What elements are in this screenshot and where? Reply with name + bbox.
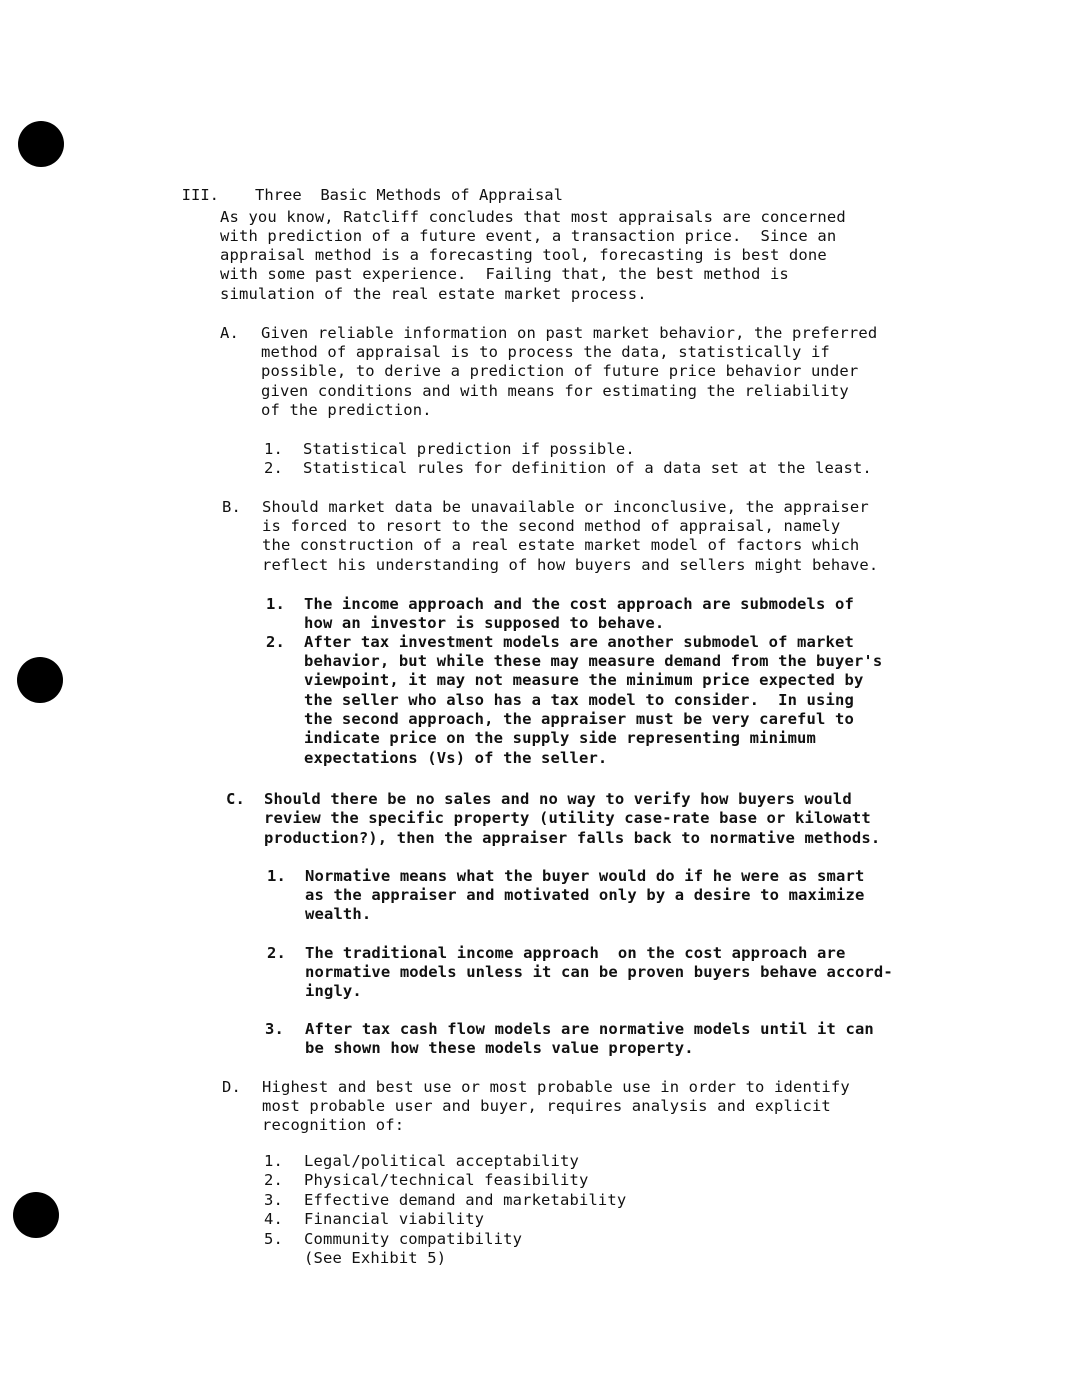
section-b-line-1: Should market data be unavailable or inconclusive, the appraiser <box>262 498 869 516</box>
section-a-letter: A. <box>220 324 239 342</box>
section-c-item-1-num: 1. <box>267 867 286 885</box>
section-c-line-2: review the specific property (utility case-rate base or kilowatt <box>264 809 871 827</box>
section-d-item-4-num: 4. <box>264 1210 283 1228</box>
section-b-item-1-num: 1. <box>266 595 285 613</box>
section-b-item-2-line-4: the seller who also has a tax model to consider. In using <box>304 691 854 709</box>
section-c-line-3: production?), then the appraiser falls back to normative methods. <box>264 829 881 847</box>
section-a-item-1-num: 1. <box>264 440 283 458</box>
section-d-item-2-text: Physical/technical feasibility <box>304 1171 589 1189</box>
punch-hole-middle <box>17 657 63 703</box>
section-c-line-1: Should there be no sales and no way to verify how buyers would <box>264 790 852 808</box>
section-c-item-2-num: 2. <box>267 944 286 962</box>
section-b-item-2-line-3: viewpoint, it may not measure the minimum price expected by <box>304 671 864 689</box>
heading-number: III. <box>181 186 219 204</box>
section-d-item-3-num: 3. <box>264 1191 283 1209</box>
section-d-line-2: most probable user and buyer, requires analysis and explicit <box>262 1097 831 1115</box>
intro-line-4: with some past experience. Failing that, the best method is <box>220 265 789 283</box>
punch-hole-bottom <box>13 1192 59 1238</box>
heading-title: Three Basic Methods of Appraisal <box>255 186 563 204</box>
section-d-item-5-text: Community compatibility <box>304 1230 523 1248</box>
section-heading <box>163 168 563 204</box>
section-a-line-4: given conditions and with means for estimating the reliability <box>261 382 849 400</box>
section-c-item-1-line-1: Normative means what the buyer would do if he were as smart <box>305 867 865 885</box>
section-d-item-2-num: 2. <box>264 1171 283 1189</box>
intro-line-2: with prediction of a future event, a transaction price. Since an <box>220 227 837 245</box>
section-d-item-1-num: 1. <box>264 1152 283 1170</box>
section-c-item-3-line-1: After tax cash flow models are normative models until it can <box>305 1020 874 1038</box>
section-c-item-1-line-2: as the appraiser and motivated only by a desire to maximize <box>305 886 865 904</box>
section-b-line-2: is forced to resort to the second method of appraisal, namely <box>262 517 841 535</box>
intro-line-3: appraisal method is a forecasting tool, forecasting is best done <box>220 246 827 264</box>
section-b-item-2-line-2: behavior, but while these may measure demand from the buyer's <box>304 652 883 670</box>
section-a-item-2-text: Statistical rules for definition of a data set at the least. <box>303 459 872 477</box>
intro-line-1: As you know, Ratcliff concludes that most appraisals are concerned <box>220 208 846 226</box>
section-c-item-1-line-3: wealth. <box>305 905 372 923</box>
section-c-item-3-line-2: be shown how these models value property. <box>305 1039 694 1057</box>
section-c-item-2-line-3: ingly. <box>305 982 362 1000</box>
section-d-item-4-text: Financial viability <box>304 1210 485 1228</box>
section-a-line-5: of the prediction. <box>261 401 432 419</box>
section-b-item-2-line-5: the second approach, the appraiser must be very careful to <box>304 710 854 728</box>
section-a-line-1: Given reliable information on past market behavior, the preferred <box>261 324 878 342</box>
section-a-line-2: method of appraisal is to process the data, statistically if <box>261 343 830 361</box>
section-c-item-3-num: 3. <box>265 1020 284 1038</box>
section-c-item-2-line-1: The traditional income approach on the cost approach are <box>305 944 846 962</box>
section-c-letter: C. <box>226 790 245 808</box>
section-b-item-1-line-2: how an investor is supposed to behave. <box>304 614 665 632</box>
section-d-line-3: recognition of: <box>262 1116 405 1134</box>
punch-hole-top <box>18 121 64 167</box>
section-d-item-3-text: Effective demand and marketability <box>304 1191 627 1209</box>
section-b-item-2-num: 2. <box>266 633 285 651</box>
section-d-item-5-note: (See Exhibit 5) <box>304 1249 447 1267</box>
section-b-letter: B. <box>222 498 241 516</box>
section-d-line-1: Highest and best use or most probable use in order to identify <box>262 1078 850 1096</box>
section-a-item-1-text: Statistical prediction if possible. <box>303 440 635 458</box>
intro-line-5: simulation of the real estate market process. <box>220 285 647 303</box>
section-b-item-2-line-7: expectations (Vs) of the seller. <box>304 749 608 767</box>
section-b-item-1-line-1: The income approach and the cost approach are submodels of <box>304 595 854 613</box>
section-b-line-4: reflect his understanding of how buyers and sellers might behave. <box>262 556 879 574</box>
section-b-item-2-line-6: indicate price on the supply side representing minimum <box>304 729 817 747</box>
section-b-line-3: the construction of a real estate market model of factors which <box>262 536 860 554</box>
section-a-item-2-num: 2. <box>264 459 283 477</box>
section-c-item-2-line-2: normative models unless it can be proven buyers behave accord- <box>305 963 893 981</box>
section-d-letter: D. <box>222 1078 241 1096</box>
section-b-item-2-line-1: After tax investment models are another submodel of market <box>304 633 854 651</box>
section-d-item-1-text: Legal/political acceptability <box>304 1152 579 1170</box>
section-a-line-3: possible, to derive a prediction of future price behavior under <box>261 362 859 380</box>
section-d-item-5-num: 5. <box>264 1230 283 1248</box>
